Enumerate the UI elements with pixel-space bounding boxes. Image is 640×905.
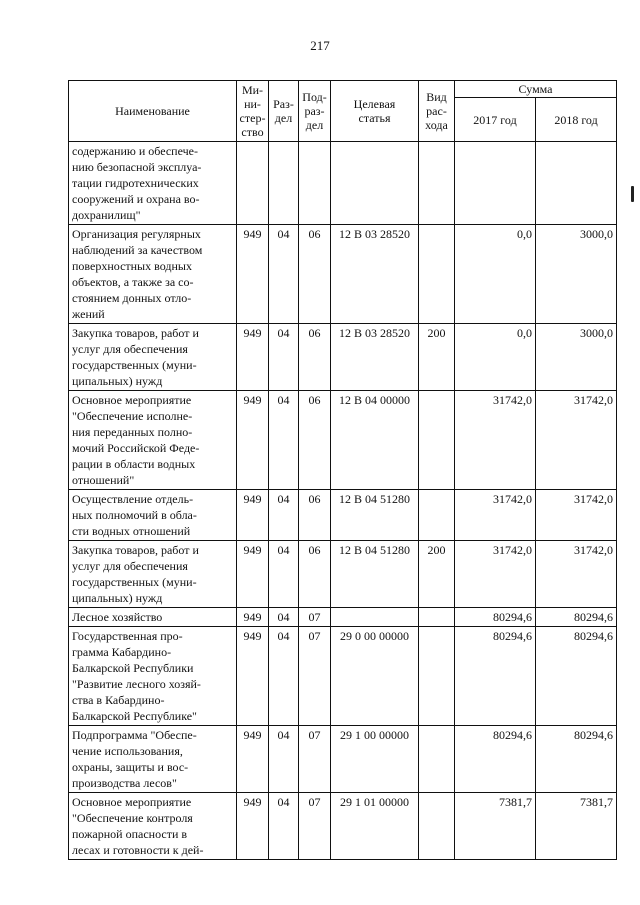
cell-ministry: 949	[237, 391, 269, 490]
cell-expense-type	[419, 793, 455, 860]
cell-2018	[536, 142, 617, 225]
cell-ministry: 949	[237, 324, 269, 391]
cell-expense-type	[419, 142, 455, 225]
cell-ministry: 949	[237, 541, 269, 608]
table-row	[69, 541, 617, 608]
cell-subsection: 07	[299, 627, 331, 726]
table-row	[69, 793, 617, 860]
cell-2017: 0,0	[455, 225, 536, 324]
cell-section: 04	[269, 225, 299, 324]
cell-2018: 80294,6	[536, 627, 617, 726]
cell-name: Осуществление отдель- ных полномочий в обла- сти водных отношений	[69, 490, 237, 541]
cell-section: 04	[269, 541, 299, 608]
cell-expense-type: 200	[419, 324, 455, 391]
table-body	[69, 142, 617, 860]
page-number: 217	[310, 38, 330, 53]
cell-2018: 80294,6	[536, 726, 617, 793]
cell-ministry: 949	[237, 608, 269, 627]
cell-section: 04	[269, 391, 299, 490]
cell-2017: 80294,6	[455, 726, 536, 793]
cell-name: Основное мероприятие "Обеспечение исполне- ния переданных полно- мочий Российской Феде- рации в области водных отношений"	[69, 391, 237, 490]
cell-expense-type	[419, 627, 455, 726]
cell-target: 29 0 00 00000	[331, 627, 419, 726]
cell-2018: 80294,6	[536, 608, 617, 627]
cell-target: 12 В 03 28520	[331, 225, 419, 324]
cell-target: 12 В 04 00000	[331, 391, 419, 490]
cell-expense-type: 200	[419, 541, 455, 608]
cell-subsection	[299, 142, 331, 225]
cell-target: 12 В 04 51280	[331, 490, 419, 541]
table-row	[69, 324, 617, 391]
cell-2017: 31742,0	[455, 490, 536, 541]
cell-subsection: 06	[299, 490, 331, 541]
cell-section	[269, 142, 299, 225]
cell-ministry: 949	[237, 490, 269, 541]
header-name: Наименование	[69, 81, 237, 142]
table-row	[69, 726, 617, 793]
cell-name: Лесное хозяйство	[69, 608, 237, 627]
cell-subsection: 06	[299, 391, 331, 490]
cell-2018: 31742,0	[536, 391, 617, 490]
cell-2018: 31742,0	[536, 541, 617, 608]
cell-subsection: 07	[299, 726, 331, 793]
cell-section: 04	[269, 793, 299, 860]
cell-name: Организация регулярных наблюдений за качеством поверхностных водных объектов, а также за со- стоянием донных отло- жений	[69, 225, 237, 324]
cell-2017	[455, 142, 536, 225]
cell-ministry: 949	[237, 726, 269, 793]
table-row	[69, 490, 617, 541]
cell-2017: 80294,6	[455, 627, 536, 726]
cell-expense-type	[419, 225, 455, 324]
cell-2017: 80294,6	[455, 608, 536, 627]
cell-subsection: 07	[299, 793, 331, 860]
cell-section: 04	[269, 726, 299, 793]
table-row	[69, 391, 617, 490]
cell-2018: 3000,0	[536, 324, 617, 391]
cell-2018: 7381,7	[536, 793, 617, 860]
cell-name: содержанию и обеспече- нию безопасной эксплуа- тации гидротехнических сооружений и охрана во- дохранилищ"	[69, 142, 237, 225]
header-sum: Сумма	[455, 81, 617, 98]
header-section: Раз- дел	[269, 81, 299, 142]
header-year-2018: 2018 год	[536, 98, 617, 142]
cell-name: Основное мероприятие "Обеспечение контроля пожарной опасности в лесах и готовности к дей-	[69, 793, 237, 860]
table-row	[69, 225, 617, 324]
cell-2018: 31742,0	[536, 490, 617, 541]
cell-2017: 0,0	[455, 324, 536, 391]
cell-target: 12 В 04 51280	[331, 541, 419, 608]
cell-target	[331, 608, 419, 627]
cell-target: 29 1 00 00000	[331, 726, 419, 793]
cell-ministry: 949	[237, 627, 269, 726]
cell-expense-type	[419, 490, 455, 541]
cell-name: Закупка товаров, работ и услуг для обеспечения государственных (муни- ципальных) нужд	[69, 541, 237, 608]
table-row	[69, 608, 617, 627]
table-row	[69, 627, 617, 726]
cell-2017: 7381,7	[455, 793, 536, 860]
cell-subsection: 06	[299, 225, 331, 324]
cell-expense-type	[419, 726, 455, 793]
header-year-2017: 2017 год	[455, 98, 536, 142]
cell-expense-type	[419, 391, 455, 490]
cell-ministry: 949	[237, 225, 269, 324]
header-target: Целевая статья	[331, 81, 419, 142]
cell-target: 29 1 01 00000	[331, 793, 419, 860]
cell-subsection: 06	[299, 324, 331, 391]
cell-section: 04	[269, 627, 299, 726]
table-row	[69, 142, 617, 225]
budget-table	[68, 80, 617, 860]
cell-name: Закупка товаров, работ и услуг для обеспечения государственных (муни- ципальных) нужд	[69, 324, 237, 391]
cell-subsection: 07	[299, 608, 331, 627]
cell-ministry: 949	[237, 793, 269, 860]
header-subsection: Под- раз- дел	[299, 81, 331, 142]
cell-2017: 31742,0	[455, 391, 536, 490]
cell-section: 04	[269, 608, 299, 627]
cell-target	[331, 142, 419, 225]
cell-subsection: 06	[299, 541, 331, 608]
cell-name: Государственная про- грамма Кабардино- Балкарской Республики "Развитие лесного хозяй- ства в Кабардино- Балкарской Республике"	[69, 627, 237, 726]
cell-2017: 31742,0	[455, 541, 536, 608]
scan-edge-mark	[631, 186, 634, 202]
cell-section: 04	[269, 490, 299, 541]
table-header	[69, 81, 617, 142]
header-ministry: Ми- ни- стер- ство	[237, 81, 269, 142]
cell-section: 04	[269, 324, 299, 391]
cell-target: 12 В 03 28520	[331, 324, 419, 391]
cell-expense-type	[419, 608, 455, 627]
cell-name: Подпрограмма "Обеспе- чение использования, охраны, защиты и вос- производства лесов"	[69, 726, 237, 793]
cell-ministry	[237, 142, 269, 225]
cell-2018: 3000,0	[536, 225, 617, 324]
header-expense-type: Вид рас- хода	[419, 81, 455, 142]
